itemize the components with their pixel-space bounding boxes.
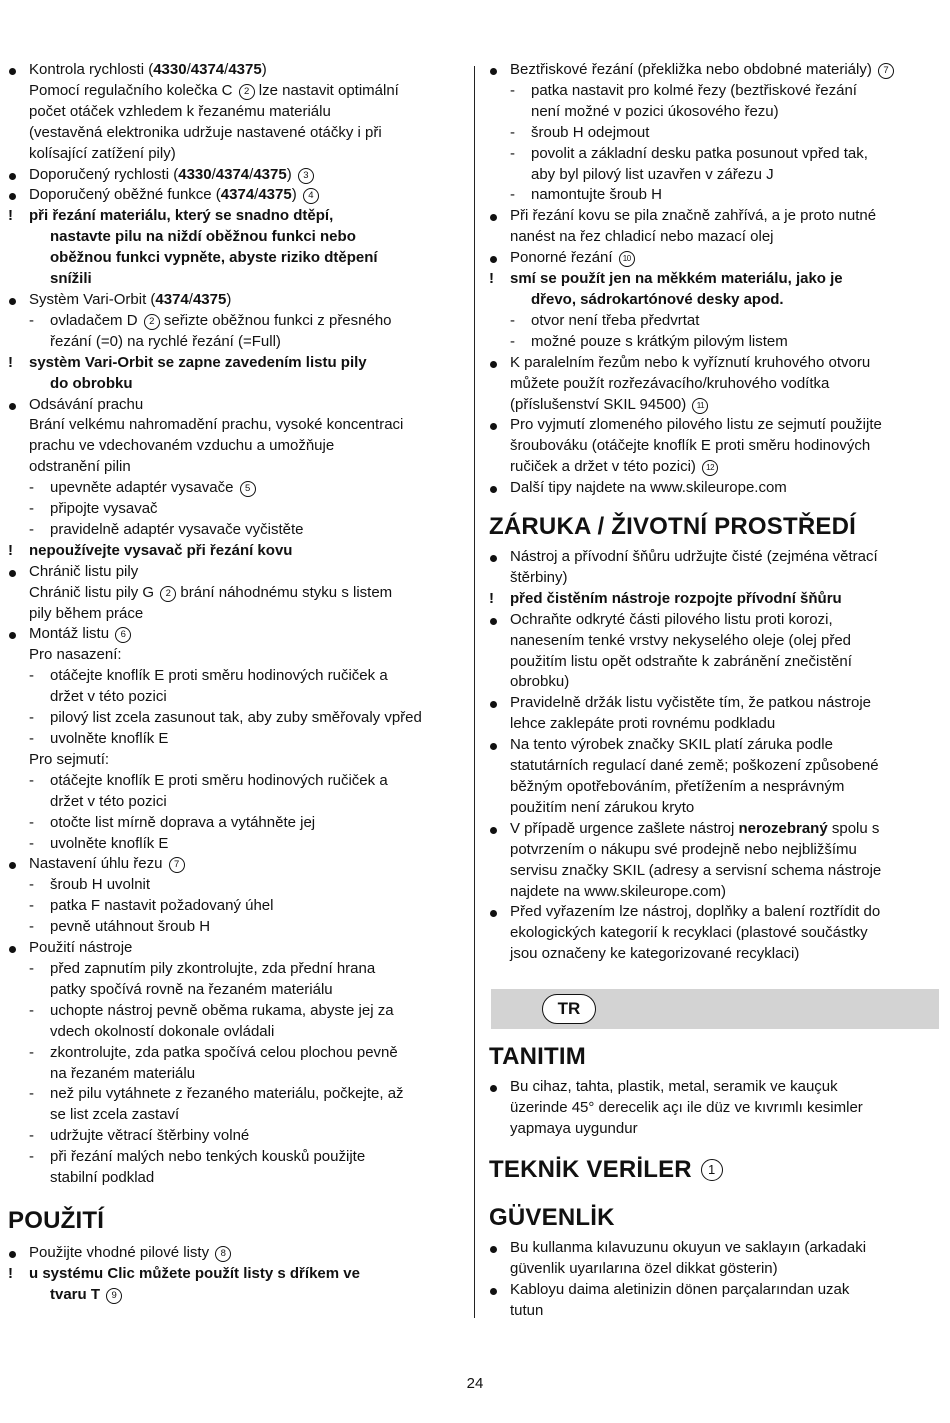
text-line: použitím listu opět odstraňte k zabránění znečistění <box>510 652 852 670</box>
warning-icon: ! <box>489 589 494 607</box>
dash-item: - uchopte nástroj pevně oběma rukama, abyste jej za <box>29 1001 394 1019</box>
section-heading-teknik: TEKNİK VERİLER 1 <box>489 1156 939 1184</box>
bullet-icon <box>490 1085 497 1092</box>
bullet-speed-control: Kontrola rychlosti (4330/4374/4375) <box>8 60 464 81</box>
bullet-plunge-cut: Ponorné řezání 10 <box>489 248 939 269</box>
dash-item: - otočte list mírně doprava a vytáhněte jej <box>29 813 316 831</box>
dash-item: - před zapnutím pily zkontrolujte, zda přední hrana <box>29 959 376 977</box>
text-line: můžete použít rozřezávacího/kruhového vodítka <box>510 374 830 392</box>
figure-ref: 2 <box>144 314 160 330</box>
text-line: ručiček a držet v této pozici) 12 <box>489 457 939 478</box>
dash-item: stabilní podklad <box>50 1169 155 1187</box>
warning-line: dřevo, sádrokartónové desky apod. <box>531 290 784 308</box>
bullet-icon <box>490 555 497 562</box>
text-line: üzerinde 45° derecelik açı ile düz ve kıvrımlı kesimler <box>510 1099 863 1117</box>
bullet-read-manual: Bu kullanma kılavuzunu okuyun ve saklayın (arkadaki <box>489 1238 939 1259</box>
text-line: běžným opotřebováním, přetížením a nesprávným <box>510 778 845 795</box>
bullet-warranty: Na tento výrobek značky SKIL platí záruka podle <box>489 735 939 756</box>
bullet-service: V případě urgence zašlete nástroj nerozebraný spolu s <box>489 819 939 840</box>
dash-item: se list zcela zastaví <box>50 1106 180 1124</box>
bullet-icon <box>490 1246 497 1253</box>
language-bar <box>491 989 939 1029</box>
bullet-icon <box>490 486 497 493</box>
dash-item: držet v této pozici <box>50 688 167 706</box>
dash-item: - namontujte šroub H <box>510 186 662 204</box>
bullet-icon <box>490 1288 497 1295</box>
warning-line: tvaru T 9 <box>8 1285 464 1306</box>
dash-item: - patka F nastavit požadovaný úhel <box>29 897 274 915</box>
figure-ref: 6 <box>115 627 131 643</box>
warning-icon: ! <box>8 207 13 225</box>
page-number: 24 <box>466 1375 484 1392</box>
dash-item: - možné pouze s krátkým pilovým listem <box>510 332 788 350</box>
bullet-clean-tool: Nástroj a přívodní šňůru udržujte čisté (zejména větrací <box>489 547 939 568</box>
bullet-icon <box>490 256 497 263</box>
section-heading-zaruka: ZÁRUKA / ŽIVOTNÍ PROSTŘEDÍ <box>489 513 856 541</box>
right-column <box>489 60 939 1322</box>
warning-line: ! před čistěním nástroje rozpojte přívodní šňůru <box>489 589 939 610</box>
language-badge: TR <box>542 994 596 1024</box>
bullet-icon <box>490 361 497 368</box>
bullet-recommended-orbit: Doporučený oběžné funkce (4374/4375) 4 <box>8 185 464 206</box>
dash-item: na řezaném materiálu <box>50 1064 196 1082</box>
text-line: potvrzením o nákupu své prodejně nebo nejbližšímu <box>510 840 857 858</box>
figure-ref: 9 <box>106 1288 122 1304</box>
dash-item: - než pilu vytáhnete z řezaného materiálu, počkejte, až <box>29 1085 404 1103</box>
dash-item: - ovladačem D 2 seřizte oběžnou funkci z přesného <box>29 311 392 329</box>
figure-ref: 10 <box>619 251 635 267</box>
dash-item: - uvolněte knoflík E <box>29 834 169 852</box>
warning-icon: ! <box>8 541 13 559</box>
warning-icon: ! <box>8 353 13 371</box>
bullet-clean-holder: Pravidelně držák listu vyčistěte tím, že patkou nástroje <box>489 693 939 714</box>
dash-item: - při řezání malých nebo tenkých kousků použijte <box>29 1148 366 1166</box>
text-line: nanést na řez chladicí nebo mazací olej <box>510 228 774 246</box>
dash-item: řezání (=0) na rychlé řezání (=Full) <box>50 332 281 350</box>
bullet-metal-cutting: Při řezání kovu se pila značně zahřívá, a je proto nutné <box>489 206 939 227</box>
warning-line: ! nepoužívejte vysavač při řezání kovu <box>8 541 464 562</box>
bullet-tips: Další tipy najdete na www.skileurope.com <box>489 478 939 499</box>
bullet-dust-extraction: Odsávání prachu <box>8 395 464 416</box>
text-line: kolísající zatížení pily) <box>29 144 176 162</box>
figure-ref: 7 <box>878 63 894 79</box>
text-line: Pro sejmutí: <box>29 750 110 768</box>
bullet-icon <box>490 743 497 750</box>
text-line: šroubováku (otáčejte knoflík E proti směru hodinových <box>510 437 871 455</box>
figure-ref: 11 <box>692 398 708 414</box>
text-line: yapmaya uygundur <box>510 1119 638 1137</box>
text-line: (příslušenství SKIL 94500) 11 <box>489 395 939 416</box>
text-line: tutun <box>510 1301 544 1319</box>
dash-item: - šroub H uvolnit <box>29 876 151 894</box>
bullet-icon <box>9 193 16 200</box>
bullet-recycling: Před vyřazením lze nástroj, doplňky a balení roztřídit do <box>489 902 939 923</box>
dash-item: - patka nastavit pro kolmé řezy (beztřiskové řezání <box>510 81 857 99</box>
bullet-icon <box>490 618 497 625</box>
text-line: güvenlik uyarılarına özel dikkat gösterin) <box>510 1259 778 1277</box>
text-line: obrobku) <box>510 673 570 691</box>
figure-ref: 12 <box>702 460 718 476</box>
figure-ref: 2 <box>239 84 255 100</box>
bullet-icon <box>9 946 16 953</box>
bullet-tool-use: Použití nástroje <box>8 938 464 959</box>
bullet-icon <box>490 68 497 75</box>
bullet-blades: Použijte vhodné pilové listy 8 <box>8 1243 464 1264</box>
text-line: Pro nasazení: <box>29 646 122 664</box>
warning-line: oběžnou funkci vypněte, abyste riziko dtěpení <box>50 249 378 267</box>
text-line: najdete na www.skileurope.com) <box>510 882 726 900</box>
bullet-vari-orbit: Systèm Vari-Orbit (4374/4375) <box>8 290 464 311</box>
section-heading-guvenlik: GÜVENLİK <box>489 1203 615 1231</box>
bullet-broken-blade: Pro vyjmutí zlomeného pilového listu ze sejmutí použijte <box>489 415 939 436</box>
bullet-icon <box>490 423 497 430</box>
warning-line: ! systèm Vari-Orbit se zapne zavedením listu pily <box>8 353 464 374</box>
bullet-icon <box>9 68 16 75</box>
bullet-splinter-free: Beztřiskové řezání (překližka nebo obdobné materiály) 7 <box>489 60 939 81</box>
bullet-recommended-speed: Doporučený rychlosti (4330/4374/4375) 3 <box>8 165 464 186</box>
dash-item: - otvor není třeba předvrtat <box>510 311 700 329</box>
bullet-icon <box>9 173 16 180</box>
text-line: servisu značky SKIL (adresy a servisní schema nástroje <box>510 861 882 879</box>
bullet-icon <box>9 298 16 305</box>
warning-line: do obrobku <box>50 374 133 392</box>
dash-item: - otáčejte knoflík E proti směru hodinových ručiček a <box>29 667 388 685</box>
dash-item: - zkontrolujte, zda patka spočívá celou plochou pevně <box>29 1043 398 1061</box>
figure-ref: 5 <box>240 481 256 497</box>
bullet-cable: Kabloyu daima aletinizin dönen parçalarından uzak <box>489 1280 939 1301</box>
bullet-guide: K paralelním řezům nebo k vyříznutí kruhového otvoru <box>489 353 939 374</box>
dash-item: - pilový list zcela zasunout tak, aby zuby směřovaly vpřed <box>29 709 422 727</box>
bullet-icon <box>9 403 16 410</box>
text-line: jsou označeny ke kategorizované recyklaci) <box>510 945 800 963</box>
bullet-blade-mounting: Montáž listu 6 <box>8 624 464 645</box>
dash-item: držet v této pozici <box>50 792 167 810</box>
left-column <box>8 60 464 1306</box>
bullet-icon <box>9 570 16 577</box>
text-line: Brání velkému nahromadění prachu, vysoké koncentraci <box>29 416 404 434</box>
text-line: použitím není zárukou kryto <box>510 798 695 816</box>
figure-ref: 3 <box>298 168 314 184</box>
text-line: štěrbiny) <box>510 568 568 586</box>
warning-icon: ! <box>8 1264 13 1282</box>
text-line: nanesením tenké vrstvy nekyselého oleje (olej před <box>510 631 852 649</box>
dash-item: - udržujte větrací štěrbiny volné <box>29 1127 250 1145</box>
warning-line: snížili <box>50 270 92 288</box>
dash-item: - otáčejte knoflík E proti směru hodinových ručiček a <box>29 771 388 789</box>
text-line: ekologických kategorií k recyklaci (plastové součástky <box>510 924 868 942</box>
dash-item: - uvolněte knoflík E <box>29 730 169 747</box>
bullet-icon <box>9 1251 16 1258</box>
bullet-intro: Bu cihaz, tahta, plastik, metal, seramik ve kauçuk <box>489 1077 939 1098</box>
column-divider <box>474 66 475 1318</box>
dash-item: - připojte vysavač <box>29 500 158 518</box>
bullet-bevel-angle: Nastavení úhlu řezu 7 <box>8 854 464 875</box>
bullet-icon <box>9 632 16 639</box>
text-line: (vestavěná elektronika udržuje nastavené otáčky i při <box>29 123 382 141</box>
bullet-icon <box>490 910 497 917</box>
bullet-icon <box>490 827 497 834</box>
bullet-icon <box>9 862 16 869</box>
bullet-icon <box>490 701 497 708</box>
dash-item: patky spočívá rovně na řezaném materiálu <box>50 980 333 998</box>
figure-ref: 1 <box>701 1159 723 1181</box>
text-line: statutárních regulací dané země; poškození způsobené <box>510 757 879 775</box>
warning-line: ! smí se použít jen na měkkém materiálu, jako je <box>489 269 939 290</box>
dash-item: vdech okolností dokonale ovládali <box>50 1022 275 1040</box>
warning-icon: ! <box>489 270 494 288</box>
bullet-icon <box>490 214 497 221</box>
figure-ref: 8 <box>215 1246 231 1262</box>
figure-ref: 4 <box>303 188 319 204</box>
text-line: lehce zaklepáte proti rovnému podkladu <box>510 715 776 733</box>
text-line: prachu ve vdechovaném vzduchu a umožňuje <box>29 437 335 455</box>
figure-ref: 7 <box>169 857 185 873</box>
text-line: počet otáček vzhledem k řezanému materiálu <box>29 102 331 120</box>
dash-item: - upevněte adaptér vysavače 5 <box>8 478 464 499</box>
section-heading-tanitim: TANITIM <box>489 1043 586 1071</box>
dash-item: - šroub H odejmout <box>510 123 650 141</box>
warning-line: nastavte pilu na niždí oběžnou funkci nebo <box>50 228 356 246</box>
section-heading-pouziti: POUŽITÍ <box>8 1206 105 1234</box>
warning-line: ! při řezání materiálu, který se snadno dtěpí, <box>8 206 464 227</box>
dash-item: - povolit a základní desku patka posunout vpřed tak, <box>510 144 868 162</box>
dash-item: aby byl pilový list uzavřen v zářezu J <box>531 165 774 183</box>
text-line: Chránič listu pily G 2 brání náhodnému styku s listem <box>29 583 393 601</box>
text-line: Pomocí regulačního kolečka C 2 lze nastavit optimální <box>29 81 399 99</box>
dash-item: - pravidelně adaptér vysavače vyčistěte <box>29 520 304 538</box>
dash-item: - pevně utáhnout šroub H <box>29 918 211 936</box>
text-line: odstranění pilin <box>29 458 131 476</box>
bullet-blade-guard: Chránič listu pily <box>8 562 464 583</box>
bullet-corrosion: Ochraňte odkryté části pilového listu proti korozi, <box>489 610 939 631</box>
warning-line: ! u systému Clic můžete použít listy s dříkem ve <box>8 1264 464 1285</box>
text-line: pily během práce <box>29 604 144 622</box>
dash-item: není možné v pozici úkosového řezu) <box>531 102 779 120</box>
figure-ref: 2 <box>160 586 176 602</box>
